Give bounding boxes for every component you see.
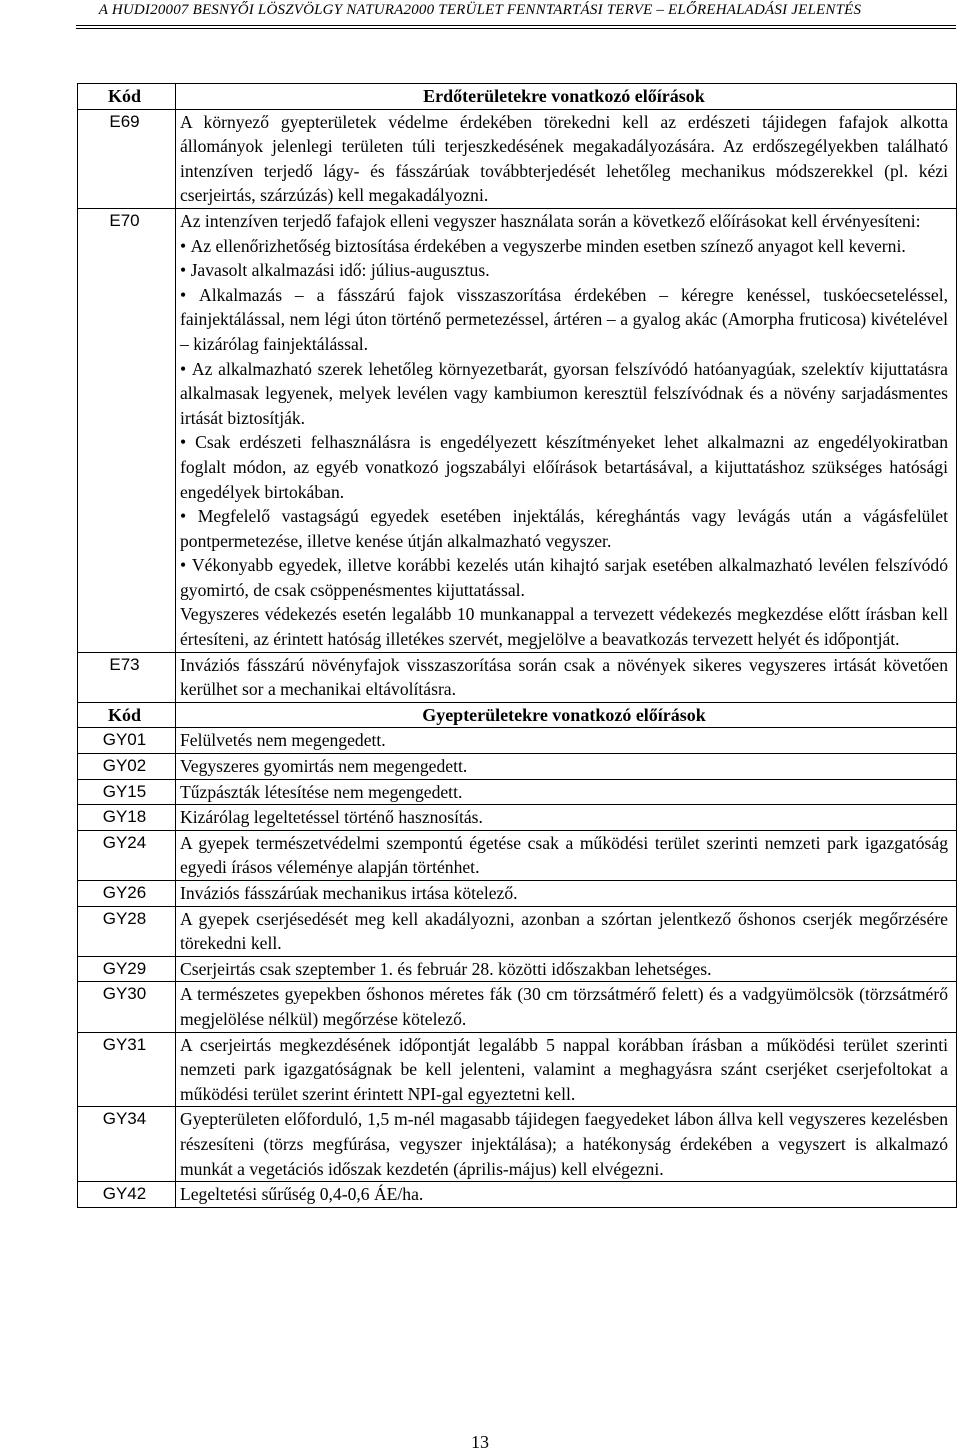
prescription-code: GY29 — [78, 956, 176, 982]
prescription-code: E73 — [78, 652, 176, 702]
bullet-item: • Megfelelő vastagságú egyedek esetében injektálás, kéreghántás vagy levágás után a vágásfelület pontpermetezése, illetve kenése útján alkalmazható vegyszer. — [180, 504, 948, 553]
prescription-text: A gyepek természetvédelmi szempontú égetése csak a működési terület szerinti nemzeti park igazgatóság egyedi írásos véleménye alapján történhet. — [176, 830, 957, 880]
prescription-code: GY15 — [78, 779, 176, 805]
prescription-text: Vegyszeres gyomirtás nem megengedett. — [176, 754, 957, 780]
table-row — [78, 805, 957, 831]
forest-section-title: Erdőterületekre vonatkozó előírások — [176, 84, 957, 110]
paragraph: Vegyszeres védekezés esetén legalább 10 munkanappal a tervezett védekezés megkezdése előtt írásban kell értesíteni, az érintett hatóság illetékes szervét, megjelölve a beavatkozás tervezett helyét és időpontját. — [180, 604, 948, 650]
prescription-code: GY01 — [78, 728, 176, 754]
prescription-code: GY26 — [78, 881, 176, 907]
grass-section-title: Gyepterületekre vonatkozó előírások — [176, 702, 957, 728]
table-row — [78, 109, 957, 208]
prescription-code: GY28 — [78, 906, 176, 956]
table-row — [78, 754, 957, 780]
bullet-item: • Csak erdészeti felhasználásra is engedélyezett készítményeket lehet alkalmazni az engedélyokiratban foglalt módon, az egyéb vonatkozó jogszabályi előírások betartásával, a kijuttatáshoz szükséges hatósági engedélyek birtokában. — [180, 430, 948, 504]
prescription-text: A cserjeirtás megkezdésének időpontját legalább 5 nappal korábban írásban a működési terület szerinti nemzeti park igazgatóságnak be kell jelenteni, valamint a meghagyásra szánt cserjéket cserjefoltokat a működési terület szerint érintett NPI-gal egyeztetni kell. — [176, 1032, 957, 1107]
prescription-code: GY24 — [78, 830, 176, 880]
table-row — [78, 1182, 957, 1208]
paragraph: Az intenzíven terjedő fafajok elleni vegyszer használata során a következő előírásokat kell érvényesíteni: — [180, 210, 921, 231]
prescription-text: Kizárólag legeltetéssel történő hasznosítás. — [176, 805, 957, 831]
table-row — [78, 652, 957, 702]
bullet-item: • Vékonyabb egyedek, illetve korábbi kezelés után kihajtó sarjak esetében alkalmazható levélen felszívódó gyomirtó, de csak csöppenésmentes kijuttatással. — [180, 553, 948, 602]
code-column-header: Kód — [78, 84, 176, 110]
table-row — [78, 779, 957, 805]
prescription-code: E70 — [78, 208, 176, 652]
table-row — [78, 208, 957, 652]
table-row — [78, 956, 957, 982]
paragraph: Inváziós fásszárú növényfajok visszaszorítása során csak a növények sikeres vegyszeres irtását követően kerülhet sor a mechanikai eltávolításra. — [180, 654, 948, 700]
table-row — [78, 1032, 957, 1107]
prescription-code: GY18 — [78, 805, 176, 831]
bullet-item: • Az alkalmazható szerek lehetőleg környezetbarát, gyorsan felszívódó hatóanyagúak, szelektív kijuttatásra alkalmasak legyenek, melyek levélen vagy kambiumon keresztül felszívódnak és a növény sarjadásmentes irtását biztosítják. — [180, 357, 948, 431]
table-row — [78, 728, 957, 754]
prescription-text — [176, 652, 957, 702]
page-number: 13 — [471, 1432, 489, 1452]
table-row — [78, 881, 957, 907]
prescription-text: Cserjeirtás csak szeptember 1. és február 28. közötti időszakban lehetséges. — [176, 956, 957, 982]
prescription-text — [176, 208, 957, 652]
grass-header-row — [78, 702, 957, 728]
prescription-code: GY02 — [78, 754, 176, 780]
code-column-header: Kód — [78, 702, 176, 728]
prescription-code: E69 — [78, 109, 176, 208]
bullet-item: • Javasolt alkalmazási idő: július-augusztus. — [180, 258, 948, 283]
table-row — [78, 982, 957, 1032]
prescription-code: GY31 — [78, 1032, 176, 1107]
prescription-text — [176, 109, 957, 208]
prescription-text: A gyepek cserjésedését meg kell akadályozni, azonban a szórtan jelentkező őshonos cserjék megőrzésére törekedni kell. — [176, 906, 957, 956]
forest-header-row — [78, 84, 957, 110]
paragraph: A környező gyepterületek védelme érdekében törekedni kell az erdészeti tájidegen fafajok alkotta állományok jelenlegi területen túli terjeszkedésének megakadályozására. Az erdőszegélyekben található intenzíven terjedő lágy- és fásszárúak továbbterjedését lehetőleg mechanikus módszerekkel (pl. kézi cserjeirtás, szárzúzás) kell megakadályozni. — [180, 111, 948, 206]
prescription-code: GY42 — [78, 1182, 176, 1208]
prescription-text: Felülvetés nem megengedett. — [176, 728, 957, 754]
table-row — [78, 906, 957, 956]
table-row — [78, 830, 957, 880]
prescriptions-table — [77, 83, 957, 1208]
table-row — [78, 1107, 957, 1182]
prescription-text: Tűzpászták létesítése nem megengedett. — [176, 779, 957, 805]
prescription-text: A természetes gyepekben őshonos méretes fák (30 cm törzsátmérő felett) és a vadgyümölcsök (törzsátmérő megjelölése nélkül) megőrzése kötelező. — [176, 982, 957, 1032]
running-header: A HUDI20007 BESNYŐI LÖSZVÖLGY NATURA2000 TERÜLET FENNTARTÁSI TERVE – ELŐREHALADÁSI JELENTÉS — [98, 2, 862, 18]
prescription-code: GY34 — [78, 1107, 176, 1182]
bullet-item: • Alkalmazás – a fásszárú fajok visszaszorítása érdekében – kéregre kenéssel, tuskóecseteléssel, fainjektálással, nem légi úton történő permetezéssel, ártéren – a gyalog akác (Amorpha fruticosa) kivételével – kizárólag fainjektálással. — [180, 283, 948, 357]
prescription-code: GY30 — [78, 982, 176, 1032]
header-rule-thin — [76, 28, 956, 29]
bullet-item: • Az ellenőrizhetőség biztosítása érdekében a vegyszerbe minden esetben színező anyagot kell keverni. — [180, 234, 948, 259]
header-rule-thick — [76, 25, 956, 26]
prescription-text: Gyepterületen előforduló, 1,5 m-nél magasabb tájidegen faegyedeket lábon állva kell vegyszeres kezelésben részesíteni (törzs megfúrása, vegyszer injektálása); a hatékonyság érdekében a vegyszert is alkalmazó munkát a vegetációs időszak kezdetén (április-május) kell elvégezni. — [176, 1107, 957, 1182]
prescription-text: Inváziós fásszárúak mechanikus irtása kötelező. — [176, 881, 957, 907]
prescription-text: Legeltetési sűrűség 0,4-0,6 ÁE/ha. — [176, 1182, 957, 1208]
